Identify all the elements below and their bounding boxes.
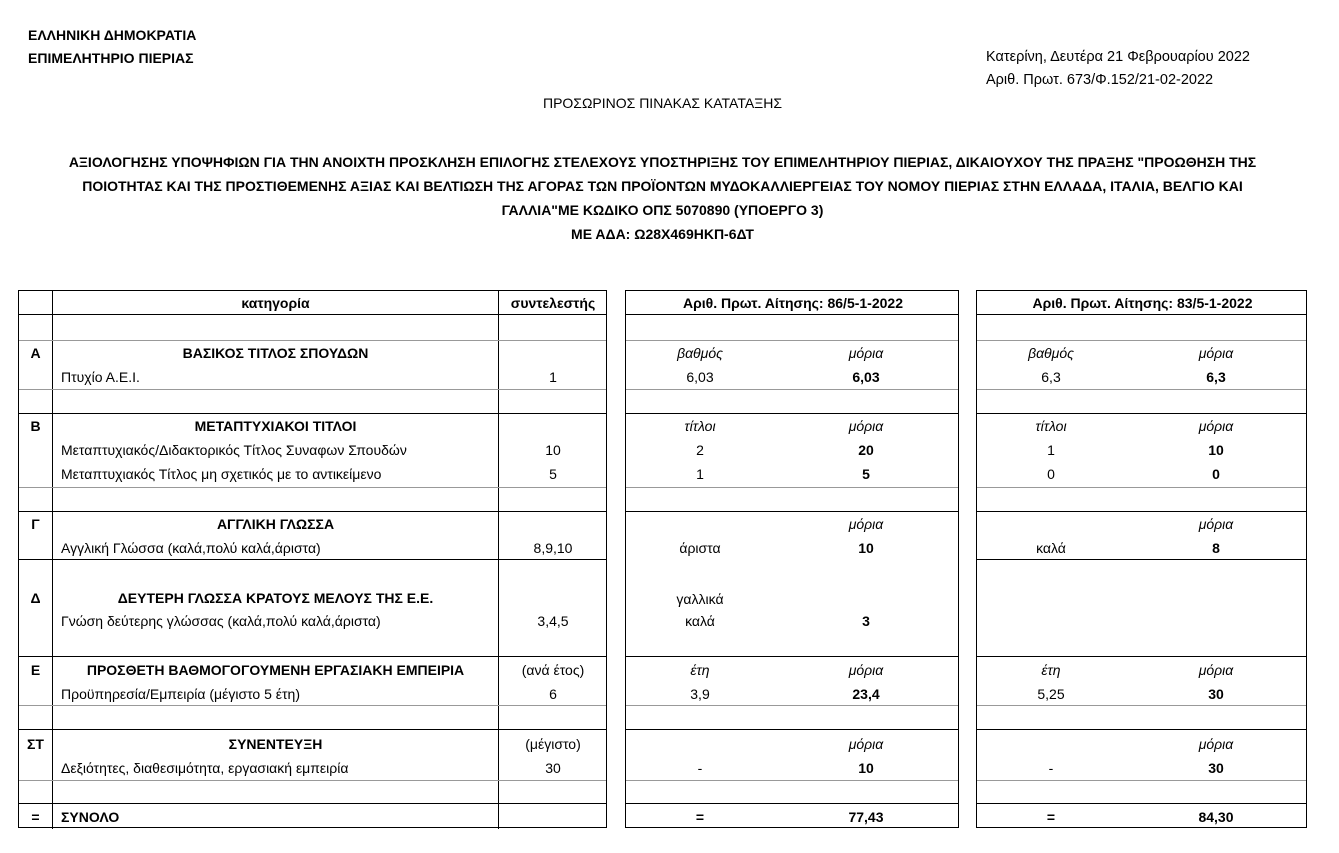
coefficient-second-language: 3,4,5	[537, 613, 569, 629]
row-divider	[977, 803, 1306, 804]
category-header: κατηγορία	[241, 295, 310, 311]
degree-points: 6,03	[852, 369, 880, 385]
document-date: Κατερίνη, Δευτέρα 21 Φεβρουαρίου 2022	[986, 49, 1250, 65]
row-divider	[626, 487, 958, 488]
unrelated-masters-count: 0	[1047, 466, 1055, 482]
section-title-b: ΜΕΤΑΠΤΥΧΙΑΚΟΙ ΤΙΤΛΟΙ	[194, 418, 357, 434]
candidate-header: Αριθ. Πρωτ. Αίτησης: 86/5-1-2022	[683, 295, 903, 311]
coefficient-note-st: (μέγιστο)	[525, 736, 581, 752]
section-code-g: Γ	[31, 516, 40, 532]
criterion-second-language: Γνώση δεύτερης γλώσσας (καλά,πολύ καλά,άριστα)	[61, 613, 381, 629]
related-masters-points: 20	[858, 442, 874, 458]
section-title-st: ΣΥΝΕΝΤΕΥΞΗ	[228, 736, 323, 752]
section-title-d: ΔΕΥΤΕΡΗ ΓΛΩΣΣΑ ΚΡΑΤΟΥΣ ΜΕΛΟΥΣ ΤΗΣ Ε.Ε.	[117, 590, 434, 606]
row-divider	[626, 780, 958, 781]
label-points: μόρια	[848, 736, 884, 752]
issuer-country: ΕΛΛΗΝΙΚΗ ΔΗΜΟΚΡΑΤΙΑ	[28, 27, 197, 43]
english-points: 8	[1212, 540, 1220, 556]
label-points: μόρια	[1198, 345, 1234, 361]
row-divider	[19, 729, 606, 730]
row-divider	[626, 729, 958, 730]
second-language-name	[1001, 587, 1101, 611]
interview-points: 30	[1208, 760, 1224, 776]
total-label: ΣΥΝΟΛΟ	[61, 809, 120, 825]
related-masters-count: 1	[1047, 442, 1055, 458]
label-years: έτη	[690, 662, 710, 678]
english-points: 10	[858, 540, 874, 556]
unrelated-masters-count: 1	[696, 466, 704, 482]
protocol-number: Αριθ. Πρωτ. 673/Φ.152/21-02-2022	[986, 72, 1214, 88]
second-language-points	[1166, 609, 1266, 633]
candidate-table-2	[976, 290, 1307, 828]
criterion-degree: Πτυχίο Α.Ε.Ι.	[61, 369, 140, 385]
description-line-1: ΑΞΙΟΛΟΓΗΣΗΣ ΥΠΟΨΗΦΙΩΝ ΓΙΑ ΤΗΝ ΑΝΟΙΧΤΗ ΠΡΟΣΚΛΗΣΗ ΕΠΙΛΟΓΗΣ ΣΤΕΛΕΧΟΥΣ ΥΠΟΣΤΗΡΙΞΗΣ ΤΟΥ ΕΠΙΜΕΛΗΤΗΡΙΟΥ ΠΙΕΡΙΑΣ, ΔΙΚΑΙΟΥΧΟΥ ΤΗΣ ΠΡΑΞΗΣ "ΠΡΟΩΘΗΣΗ ΤΗΣ	[68, 154, 1257, 170]
description-line-4: ΜΕ ΑΔΑ: Ω28Χ469ΗΚΠ-6ΔΤ	[571, 226, 754, 242]
row-divider	[626, 656, 958, 657]
coefficient-header: συντελεστής	[510, 295, 596, 311]
issuer-block	[28, 24, 196, 70]
degree-grade: 6,03	[686, 369, 714, 385]
experience-points: 23,4	[852, 686, 880, 702]
unrelated-masters-points: 5	[862, 466, 870, 482]
interview-value: -	[697, 760, 703, 776]
criterion-unrelated-masters: Μεταπτυχιακός Τίτλος μη σχετικός με το αντικείμενο	[61, 466, 382, 482]
label-points: μόρια	[848, 418, 884, 434]
row-divider	[977, 389, 1306, 390]
section-title-e: ΠΡΟΣΘΕΤΗ ΒΑΘΜΟΓΟΓΟΥΜΕΝΗ ΕΡΓΑΣΙΑΚΗ ΕΜΠΕΙΡΙΑ	[86, 662, 465, 678]
row-divider	[19, 803, 606, 804]
english-level: άριστα	[679, 540, 721, 556]
row-divider	[977, 656, 1306, 657]
label-points: μόρια	[1198, 736, 1234, 752]
description-line-3: ΓΑΛΛΙΑ"ΜΕ ΚΩΔΙΚΟ ΟΠΣ 5070890 (ΥΠΟΕΡΓΟ 3)	[501, 202, 824, 218]
total-points: 84,30	[1198, 809, 1234, 825]
second-language-name: γαλλικά	[676, 591, 724, 607]
total-equals: =	[1046, 809, 1056, 825]
label-titles: τίτλοι	[1035, 418, 1067, 434]
degree-points: 6,3	[1206, 369, 1226, 385]
section-code-a: Α	[30, 345, 41, 361]
label-grade: βαθμός	[677, 345, 723, 361]
row-divider	[977, 487, 1306, 488]
interview-points: 10	[858, 760, 874, 776]
related-masters-points: 10	[1208, 442, 1224, 458]
related-masters-count: 2	[696, 442, 704, 458]
candidate-table-1	[625, 290, 959, 828]
criterion-interview: Δεξιότητες, διαθεσιμότητα, εργασιακή εμπειρία	[61, 760, 349, 776]
degree-grade: 6,3	[1041, 369, 1061, 385]
experience-years: 5,25	[1037, 686, 1065, 702]
row-divider	[977, 729, 1306, 730]
date-protocol-block	[986, 46, 1250, 92]
description	[20, 150, 1305, 246]
coefficient-english: 8,9,10	[533, 540, 573, 556]
row-divider	[19, 487, 606, 488]
second-language-level	[1001, 609, 1101, 633]
row-divider	[19, 656, 606, 657]
coefficient-experience: 6	[549, 686, 557, 702]
total-code: =	[31, 809, 40, 825]
row-divider	[977, 780, 1306, 781]
label-points: μόρια	[1198, 418, 1234, 434]
total-points: 77,43	[848, 809, 884, 825]
row-divider	[626, 389, 958, 390]
section-code-d: Δ	[30, 590, 41, 606]
row-divider	[626, 803, 958, 804]
label-points: μόρια	[1198, 662, 1234, 678]
second-language-level: καλά	[685, 613, 715, 629]
section-title-a: ΒΑΣΙΚΟΣ ΤΙΤΛΟΣ ΣΠΟΥΔΩΝ	[182, 345, 369, 361]
coefficient-unrelated-masters: 5	[549, 466, 557, 482]
row-divider	[19, 780, 606, 781]
coefficient-interview: 30	[545, 760, 561, 776]
candidate-header: Αριθ. Πρωτ. Αίτησης: 83/5-1-2022	[1032, 295, 1253, 311]
criterion-english: Αγγλική Γλώσσα (καλά,πολύ καλά,άριστα)	[61, 540, 321, 556]
english-level: καλά	[1036, 540, 1066, 556]
criteria-table	[18, 290, 607, 828]
experience-points: 30	[1208, 686, 1224, 702]
criterion-related-masters: Μεταπτυχιακός/Διδακτορικός Τίτλος Συναφων Σπουδών	[61, 442, 407, 458]
issuer-chamber: ΕΠΙΜΕΛΗΤΗΡΙΟ ΠΙΕΡΙΑΣ	[28, 50, 194, 66]
total-equals: =	[695, 809, 705, 825]
interview-value: -	[1048, 760, 1054, 776]
label-points: μόρια	[848, 516, 884, 532]
label-years: έτη	[1041, 662, 1061, 678]
experience-years: 3,9	[690, 686, 710, 702]
coefficient-note-e: (ανά έτος)	[521, 662, 585, 678]
label-points: μόρια	[848, 662, 884, 678]
description-line-2: ΠΟΙΟΤΗΤΑΣ ΚΑΙ ΤΗΣ ΠΡΟΣΤΙΘΕΜΕΝΗΣ ΑΞΙΑΣ ΚΑΙ ΒΕΛΤΙΩΣΗ ΤΗΣ ΑΓΟΡΑΣ ΤΩΝ ΠΡΟΪΟΝΤΩΝ ΜΥΔΟΚΑΛΛΙΕΡΓΕΙΑΣ ΤΟΥ ΝΟΜΟΥ ΠΙΕΡΙΑΣ ΣΤΗΝ ΕΛΛΑΔΑ, ΙΤΑΛΙΑ, ΒΕΛΓΙΟ ΚΑΙ	[82, 178, 1243, 194]
section-title-g: ΑΓΓΛΙΚΗ ΓΛΩΣΣΑ	[216, 516, 335, 532]
label-titles: τίτλοι	[684, 418, 716, 434]
section-code-e: Ε	[30, 662, 41, 678]
criterion-experience: Προϋπηρεσία/Εμπειρία (μέγιστο 5 έτη)	[61, 686, 300, 702]
unrelated-masters-points: 0	[1212, 466, 1220, 482]
second-language-points: 3	[862, 613, 870, 629]
row-divider	[19, 389, 606, 390]
label-points: μόρια	[848, 345, 884, 361]
label-grade: βαθμός	[1028, 345, 1074, 361]
label-points: μόρια	[1198, 516, 1234, 532]
coefficient-related-masters: 10	[545, 442, 561, 458]
section-code-b: Β	[30, 418, 41, 434]
coefficient-degree: 1	[549, 369, 557, 385]
section-code-st: ΣΤ	[27, 736, 44, 752]
page-title: ΠΡΟΣΩΡΙΝΟΣ ΠΙΝΑΚΑΣ ΚΑΤΑΤΑΞΗΣ	[542, 95, 783, 111]
